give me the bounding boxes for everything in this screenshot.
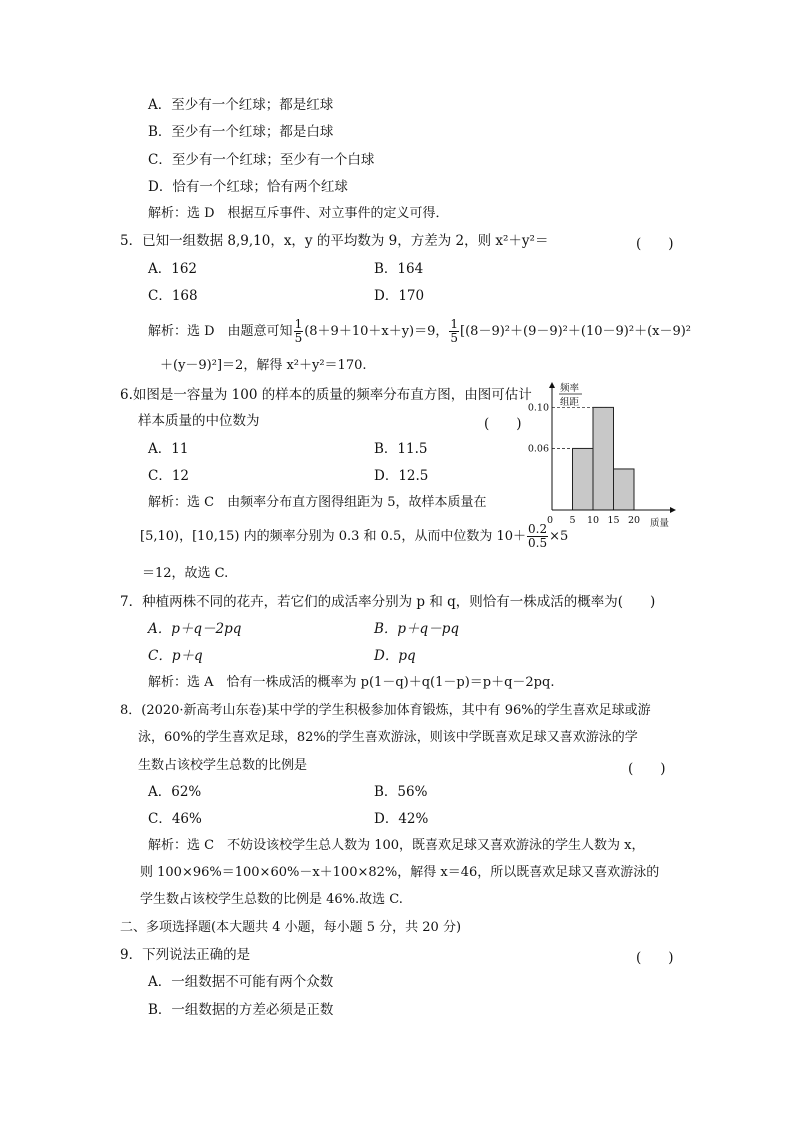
- q5-stem: 5．已知一组数据 8,9,10，x，y 的平均数为 9，方差为 2，则 x²＋y²＝: [120, 233, 549, 249]
- q5-fraction-2: $\frac{1}{5}$: [450, 317, 459, 345]
- y-axis-label-bottom: 组距: [560, 397, 580, 408]
- q6-option-a: A．11: [148, 441, 189, 457]
- q8-solution-line3: 学生数占该校学生总数的比例是 46%.故选 C.: [140, 892, 403, 907]
- q6-option-c: C．12: [148, 468, 190, 484]
- q6-solution-line3: ＝12，故选 C.: [142, 566, 229, 581]
- q5-paren: ( ): [636, 236, 674, 252]
- q8-stem-line3: 生数占该校学生总数的比例是: [138, 758, 308, 773]
- q8-solution-line2: 则 100×96%＝100×60%－x＋100×82%，解得 x＝46，所以既喜欢足球又喜欢游泳的: [140, 865, 660, 880]
- y-axis-label-top: 频率: [560, 383, 580, 394]
- q8-stem-line1: 8．(2020·新高考山东卷)某中学的学生积极参加体育锻炼，其中有 96%的学生喜欢足球或游: [120, 703, 651, 718]
- frequency-histogram: [528, 382, 678, 532]
- x-tick-label: 5: [569, 515, 576, 526]
- q5-option-a: A．162: [148, 261, 198, 277]
- q8-solution-line1: 解析：选 C 不妨设该校学生总人数为 100，既喜欢足球又喜欢游泳的学生人数为 x，: [148, 838, 645, 853]
- q7-option-a: A．p＋q－2pq: [148, 621, 242, 637]
- x-tick-label: 10: [586, 515, 600, 526]
- q5-sol-prefix: 解析：选 D 由题意可知: [148, 324, 293, 339]
- histogram-bar: [614, 469, 635, 510]
- q7-solution: 解析：选 A 恰有一株成活的概率为 p(1－q)＋q(1－p)＝p＋q－2pq.: [148, 675, 555, 690]
- q7-option-d: D．pq: [374, 648, 416, 664]
- q7-option-b: B．p＋q－pq: [374, 621, 459, 637]
- q5-option-d: D．170: [374, 288, 425, 304]
- x-axis-arrow: [670, 507, 676, 513]
- q4-option-a: A．至少有一个红球；都是红球: [148, 97, 334, 113]
- q6-solution-line2: [140, 522, 568, 552]
- y-axis-arrow: [549, 382, 555, 388]
- q4-option-b: B．至少有一个红球；都是白球: [148, 124, 334, 140]
- q5-option-b: B．164: [374, 261, 424, 277]
- q8-paren: ( ): [628, 761, 666, 777]
- q4-option-c: C．至少有一个红球；至少有一个白球: [148, 152, 375, 168]
- y-tick-label: 0.06: [528, 443, 549, 455]
- x-tick-label: 15: [607, 515, 620, 526]
- q8-option-c: C．46%: [148, 811, 202, 827]
- histogram-bar: [593, 407, 614, 510]
- q6-option-b: B．11.5: [374, 441, 428, 457]
- q8-option-a: A．62%: [148, 784, 202, 800]
- q7-stem: 7．种植两株不同的花卉，若它们的成活率分别为 p 和 q，则恰有一株成活的概率为( ): [120, 594, 656, 610]
- q8-stem-line2: 泳，60%的学生喜欢足球，82%的学生喜欢游泳，则该中学既喜欢足球又喜欢游泳的学: [138, 730, 638, 745]
- q5-solution-line1: [148, 318, 691, 345]
- q8-option-d: D．42%: [374, 811, 429, 827]
- section-2-heading: 二、多项选择题(本大题共 4 小题，每小题 5 分，共 20 分): [120, 920, 462, 935]
- q5-fraction-1: $\frac{1}{5}$: [294, 317, 303, 345]
- q9-stem: 9．下列说法正确的是: [120, 947, 251, 963]
- x-tick-label: 0: [546, 515, 554, 526]
- q6-sol2-tail: ×5: [549, 529, 569, 544]
- q5-sol-part2: [(8－9)²＋(9－9)²＋(10－9)²＋(x－9)²: [460, 324, 692, 339]
- q6-option-d: D．12.5: [374, 468, 429, 484]
- q9-paren: ( ): [636, 950, 674, 966]
- x-tick-label: 20: [627, 515, 641, 526]
- y-tick-label: 0.10: [528, 402, 549, 414]
- q5-option-c: C．168: [148, 288, 198, 304]
- q9-option-b: B．一组数据的方差必须是正数: [148, 1002, 334, 1018]
- q4-solution: 解析：选 D 根据互斥事件、对立事件的定义可得．: [148, 206, 449, 221]
- q6-solution-line1: 解析：选 C 由频率分布直方图得组距为 5，故样本质量在: [148, 495, 487, 510]
- q6-sol2-text: [5,10)，[10,15) 内的频率分别为 0.3 和 0.5，从而中位数为 10＋: [140, 529, 527, 544]
- histogram-bar: [573, 448, 594, 510]
- q6-stem-line1: 6.如图是一容量为 100 的样本的质量的频率分布直方图，由图可估计: [120, 387, 532, 403]
- q6-stem-line2: 样本质量的中位数为: [138, 413, 260, 429]
- q9-option-a: A．一组数据不可能有两个众数: [148, 974, 334, 990]
- q6-paren: ( ): [484, 416, 522, 432]
- q5-sol-part1: (8＋9＋10＋x＋y)＝9，: [304, 324, 449, 339]
- x-axis-label: 质量: [650, 518, 670, 529]
- q6-fraction: $\frac{0.2}{0.5}$: [528, 522, 548, 550]
- q4-option-d: D．恰有一个红球；恰有两个红球: [148, 179, 348, 195]
- q8-option-b: B．56%: [374, 784, 428, 800]
- q7-option-c: C．p＋q: [148, 648, 203, 664]
- q5-solution-line2: ＋(y－9)²]＝2，解得 x²＋y²＝170.: [160, 358, 367, 373]
